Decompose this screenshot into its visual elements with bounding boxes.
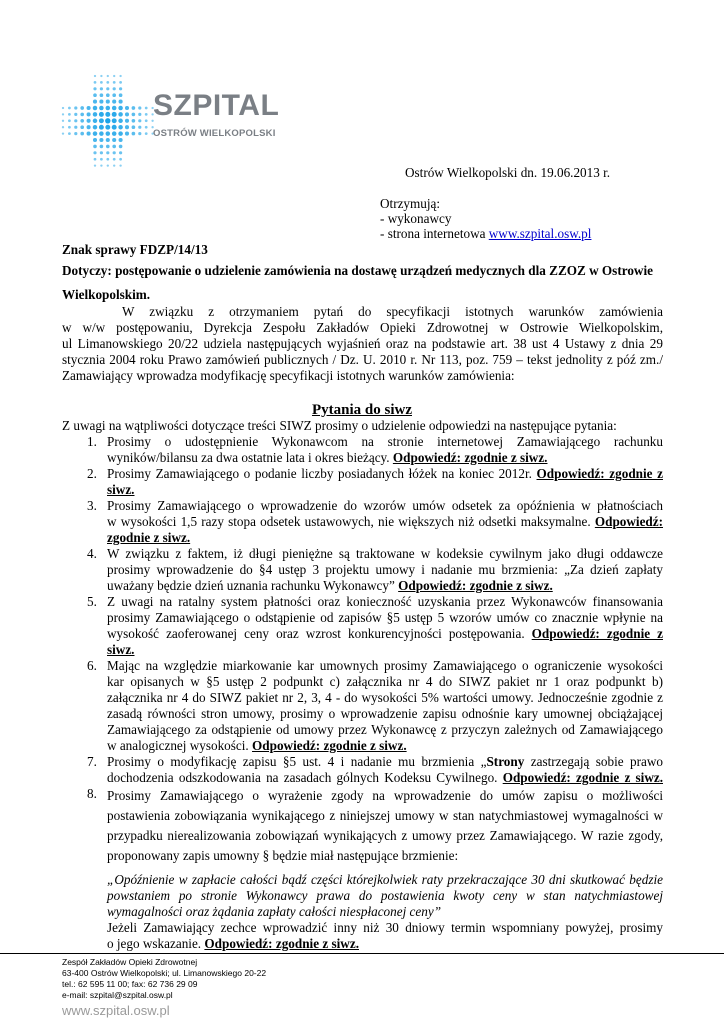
logo-dot	[119, 145, 123, 149]
intro-line: Zamawiający wprowadza modyfikację specyfikacji istotnych warunków zamówienia:	[62, 368, 515, 383]
logo-dot	[118, 119, 123, 124]
logo-dot	[112, 106, 117, 111]
logo-dot	[80, 113, 84, 117]
logo-dot	[119, 151, 122, 154]
footer-line: 63-400 Ostrów Wielkopolski; ul. Limanowskiego 20-22	[62, 968, 267, 978]
logo-dot	[87, 112, 91, 116]
logo-dot	[132, 119, 136, 123]
logo-dot	[100, 145, 104, 149]
logo-dot	[119, 75, 121, 77]
question-text: Prosimy o modyfikację zapisu §5 ust. 4 i nadanie mu brzmienia „Strony zastrzegają sobie prawo	[107, 754, 663, 769]
logo-dot	[125, 112, 129, 116]
question-text: wyników/bilansu za dwa ostatnie lata i okres bieżący. Odpowiedź: zgodnie z siwz.	[107, 450, 548, 465]
recipients-label: Otrzymują:	[380, 196, 441, 211]
logo-dot	[118, 112, 123, 117]
recipient-1: - wykonawcy	[380, 211, 452, 226]
logo-dot	[62, 120, 64, 122]
logo-dot	[106, 151, 109, 154]
question-number: 3.	[87, 498, 97, 513]
question-text: kar opisanych w §5 ustęp 2 podpunkt c) załącznika nr 4 do SIWZ pakiet nr 1 oraz podpunkt b)	[107, 674, 663, 689]
logo-dot	[113, 158, 116, 161]
question-number: 6.	[87, 658, 97, 673]
question-text: o jego wskazanie. Odpowiedź: zgodnie z siwz.	[107, 936, 359, 951]
question-text: Z uwagi na ratalny system płatności oraz konieczność uzyskania przez Wykonawców finansowania	[107, 594, 663, 609]
logo-dot	[107, 75, 109, 77]
answer: Odpowiedź: zgodnie z	[531, 626, 663, 641]
logo-dot	[112, 100, 116, 104]
question-number: 4.	[87, 546, 97, 561]
logo-dot	[93, 119, 98, 124]
logo-dot	[68, 113, 71, 116]
logo-dot	[105, 112, 110, 117]
logo-dot	[125, 106, 129, 110]
question-text: załącznika nr 4 do SIWZ pakiet nr 2, 3, 4 - do wysokości 5% wartości umowy. Jednocześnie zgodnie z	[107, 690, 663, 705]
logo-dot	[138, 132, 141, 135]
logo-dot	[87, 106, 91, 110]
logo-dot	[93, 151, 96, 154]
footer-line: tel.: 62 595 11 00; fax: 62 736 29 09	[62, 979, 198, 989]
logo-dot	[100, 93, 104, 97]
logo-dot	[68, 132, 71, 135]
logo-dot	[99, 118, 104, 123]
logo-dot	[62, 107, 64, 109]
question-text: Zamawiającego za odstąpienie od umowy przez Wykonawcę z przyczyn zależnych od Zamawiającego	[107, 722, 663, 737]
logo-dot	[138, 126, 141, 129]
quoted-clause: powstaniem po stronie Wykonawcy prawa do postawienia kwoty ceny w stan natychmiastowej	[107, 888, 663, 903]
question-number: 7.	[87, 754, 97, 769]
logo-dot	[113, 164, 115, 166]
answer: siwz.	[107, 482, 135, 497]
quoted-clause: „Opóźnienie w zapłacie całości bądź części którejkolwiek raty przekraczające 30 dni skutkować będzie	[107, 872, 663, 887]
logo-dot	[105, 125, 110, 130]
intro-line: stycznia 2004 roku Prawo zamówień publicznych / Dz. U. 2010 r. Nr 113, poz. 759 – tekst jednolity z póź zm./	[62, 352, 663, 367]
question-text: dochodzenia odszkodowania na zasadach gólnych Kodeksu Cywilnego. Odpowiedź: zgodnie z siwz.	[107, 770, 663, 785]
logo-dot	[112, 138, 116, 142]
questions-intro: Z uwagi na wątpliwości dotyczące treści SIWZ prosimy o udzielenie odpowiedzi na następujące pytania:	[62, 418, 617, 433]
logo-dot	[106, 93, 110, 97]
logo-dot	[99, 100, 103, 104]
question-text: prosimy wprowadzenie do §4 ustęp 3 projektu umowy i nadanie mu brzmienia: „Za dzień zapłaty	[107, 562, 663, 577]
logo-dot	[94, 158, 97, 161]
logo-dot	[80, 125, 84, 129]
footer-divider	[0, 953, 724, 954]
quoted-clause: wymagalności oraz żądania zapłaty całości niespłaconej ceny”	[107, 904, 442, 919]
question-text: w wysokości 1,5 razy stopa odsetek ustawowych, nie większych niż odsetki maksymalne. Odpowiedź:	[107, 514, 663, 529]
question-text: W związku z faktem, iż długi pieniężne są traktowane w kodeksie cywilnym jako długi oddawcze	[107, 546, 663, 561]
logo-dot	[94, 75, 96, 77]
logo-dot	[106, 87, 109, 90]
logo-dot	[113, 87, 116, 90]
logo-subtitle: OSTRÓW WIELKOPOLSKI	[153, 128, 276, 139]
intro-line: w w/w postępowaniu, Dyrekcja Zespołu Zakładów Opieki Zdrowotnej w Ostrowie Wielkopolskim,	[62, 320, 663, 335]
logo-dot	[119, 100, 123, 104]
logo-dot	[74, 113, 77, 116]
logo-dot	[112, 131, 117, 136]
answer: Odpowiedź: zgodnie z siwz.	[392, 450, 548, 465]
answer: Odpowiedź: zgodnie z siwz.	[398, 578, 553, 593]
logo-dot	[113, 151, 116, 154]
logo-dot	[107, 164, 109, 166]
logo-dot	[87, 119, 91, 123]
intro-line: ul Limanowskiego 20/22 udziela następujących wyjaśnień oraz na podstawie art. 38 ust 4 Ustawy z dnia 29	[62, 336, 663, 351]
hospital-logo	[60, 73, 300, 169]
question-text: proponowany zapis umowny § będzie miał następujące brzmienie:	[107, 848, 459, 863]
question-text: uważany będzie dzień uznania rachunku Wykonawcy” Odpowiedź: zgodnie z siwz.	[107, 578, 553, 593]
logo-dot	[68, 107, 71, 110]
logo-dot	[119, 158, 122, 161]
logo-dot	[62, 113, 64, 115]
logo-dot	[80, 106, 84, 110]
logo-dot	[100, 151, 103, 154]
question-number: 1.	[87, 434, 97, 449]
logo-dot	[74, 119, 77, 122]
logo-title: SZPITAL	[153, 89, 280, 122]
cross-logo-icon	[60, 73, 156, 169]
logo-dot	[100, 87, 103, 90]
logo-dot	[125, 119, 129, 123]
logo-dot	[62, 126, 64, 128]
logo-dot	[145, 132, 148, 135]
logo-dot	[145, 113, 148, 116]
logo-dot	[112, 125, 117, 130]
logo-dot	[68, 119, 71, 122]
question-text: prosimy Zamawiającego o odstąpienie od zapisów §5 ustęp 5 wzorów umów co znacznie wpłynie na	[107, 610, 663, 625]
answer: Odpowiedź: zgodnie z	[536, 466, 663, 481]
question-number: 5.	[87, 594, 97, 609]
question-text: przypadku nierealizowania zobowiązań wynikających z umowy przez Zamawiającego. W razie zgody,	[107, 828, 663, 843]
logo-dot	[93, 145, 97, 149]
logo-dot	[99, 138, 103, 142]
question-text: Mając na względzie miarkowanie kar umownych prosimy Zamawiającego o ograniczenie wysokości	[107, 658, 663, 673]
logo-dot	[112, 118, 117, 123]
questions-heading: Pytania do siwz	[311, 402, 412, 418]
logo-dot	[94, 164, 96, 166]
logo-dot	[118, 131, 123, 136]
footer-website[interactable]: www.szpital.osw.pl	[62, 1003, 170, 1018]
logo-dot	[74, 106, 77, 109]
logo-dot	[106, 131, 111, 136]
question-text: zasadą równości stron umowy, prosimy o wprowadzenie zapisu odnośnie kary umownej obciążającej	[107, 706, 663, 721]
answer: Odpowiedź: zgodnie z siwz.	[252, 738, 407, 753]
logo-dot	[113, 81, 116, 84]
footer-line: Zespół Zakładów Opieki Zdrowotnej	[62, 957, 198, 967]
logo-dot	[119, 164, 121, 166]
question-text: Prosimy Zamawiającego o wprowadzenie do wzorów umów odsetek za opóźnienia w płatnościach	[107, 498, 663, 513]
logo-dot	[100, 158, 103, 161]
question-number: 2.	[87, 466, 97, 481]
logo-dot	[125, 132, 129, 136]
logo-dot	[106, 158, 109, 161]
logo-dot	[87, 132, 91, 136]
recipient-2: - strona internetowa www.szpital.osw.pl	[380, 226, 592, 241]
logo-dot	[106, 106, 111, 111]
question-number: 8.	[87, 786, 97, 801]
logo-dot	[138, 113, 141, 116]
logo-dot	[105, 118, 110, 123]
logo-dot	[80, 132, 84, 136]
logo-dot	[145, 107, 148, 110]
question-text: Prosimy o udostępnienie Wykonawcom na stronie internetowej Zamawiającego rachunku	[107, 434, 663, 449]
logo-dot	[118, 125, 123, 130]
answer: Odpowiedź: zgodnie z siwz.	[204, 936, 359, 951]
logo-dot	[118, 106, 123, 111]
logo-dot	[99, 131, 104, 136]
logo-dot	[99, 112, 104, 117]
logo-dot	[119, 81, 122, 84]
logo-dot	[119, 93, 123, 97]
subject-line-2: Wielkopolskim.	[62, 287, 151, 302]
logo-dot	[106, 100, 110, 104]
logo-dot	[112, 112, 117, 117]
logo-dot	[145, 126, 148, 129]
intro-line: W związku z otrzymaniem pytań do specyfikacji istotnych warunków zamówienia	[122, 304, 663, 319]
logo-dot	[125, 125, 129, 129]
question-text: postawienia zobowiązania wynikającego z niniejszej umowy w stan natychmiastowej wymagalności w	[107, 808, 663, 823]
logo-dot	[100, 164, 102, 166]
logo-dot	[80, 119, 84, 123]
logo-dot	[106, 81, 109, 84]
question-text: wysokość zaoferowanej ceny oraz wzrost konkurencyjności postępowania. Odpowiedź: zgodnie z	[107, 626, 663, 641]
logo-dot	[112, 93, 116, 97]
logo-dot	[145, 119, 148, 122]
answer: Odpowiedź: zgodnie z siwz.	[502, 770, 663, 785]
logo-dot	[93, 100, 97, 104]
logo-dot	[112, 145, 116, 149]
question-text: Prosimy Zamawiającego o podanie liczby posiadanych łóżek na koniec 2012r. Odpowiedź: zgodnie z	[107, 466, 663, 481]
question-text: Prosimy Zamawiającego o wyrażenie zgody na wprowadzenie do umów zapisu o możliwości	[107, 788, 663, 803]
logo-dot	[113, 75, 115, 77]
logo-dot	[119, 87, 122, 90]
logo-dot	[106, 138, 110, 142]
website-link[interactable]: www.szpital.osw.pl	[488, 226, 592, 241]
logo-dot	[100, 75, 102, 77]
logo-dot	[138, 106, 141, 109]
logo-dot	[94, 81, 97, 84]
logo-dot	[68, 126, 71, 129]
logo-dot	[132, 132, 136, 136]
logo-dot	[93, 93, 97, 97]
place-date: Ostrów Wielkopolski dn. 19.06.2013 r.	[405, 165, 611, 180]
answer: zgodnie z siwz.	[107, 530, 191, 545]
logo-dot	[93, 87, 96, 90]
logo-dot	[93, 138, 97, 142]
logo-dot	[74, 132, 77, 135]
logo-dot	[106, 145, 110, 149]
logo-dot	[62, 132, 64, 134]
subject-line-1: Dotyczy: postępowanie o udzielenie zamówienia na dostawę urządzeń medycznych dla ZZOZ w Ostrowie	[62, 263, 653, 278]
logo-dot	[100, 81, 103, 84]
logo-dot	[99, 106, 104, 111]
logo-dot	[99, 125, 104, 130]
logo-dot	[93, 106, 98, 111]
logo-dot	[93, 125, 98, 130]
logo-dot	[119, 138, 123, 142]
logo-dot	[132, 125, 136, 129]
question-text: Jeżeli Zamawiający zechce wprowadzić inny niż 30 dniowy termin wspomniany powyżej, prosimy	[107, 920, 663, 935]
answer: Odpowiedź:	[594, 514, 663, 529]
logo-dot	[138, 119, 141, 122]
logo-dot	[87, 125, 91, 129]
logo-dot	[132, 106, 136, 110]
logo-dot	[74, 126, 77, 129]
logo-dot	[132, 113, 136, 117]
footer-email: e-mail: szpital@szpital.osw.pl	[62, 990, 173, 1000]
logo-dot	[93, 131, 98, 136]
logo-dot	[93, 112, 98, 117]
answer: siwz.	[107, 642, 135, 657]
question-text: w analogicznej wysokości. Odpowiedź: zgodnie z siwz.	[107, 738, 407, 753]
case-number: Znak sprawy FDZP/14/13	[62, 242, 208, 257]
